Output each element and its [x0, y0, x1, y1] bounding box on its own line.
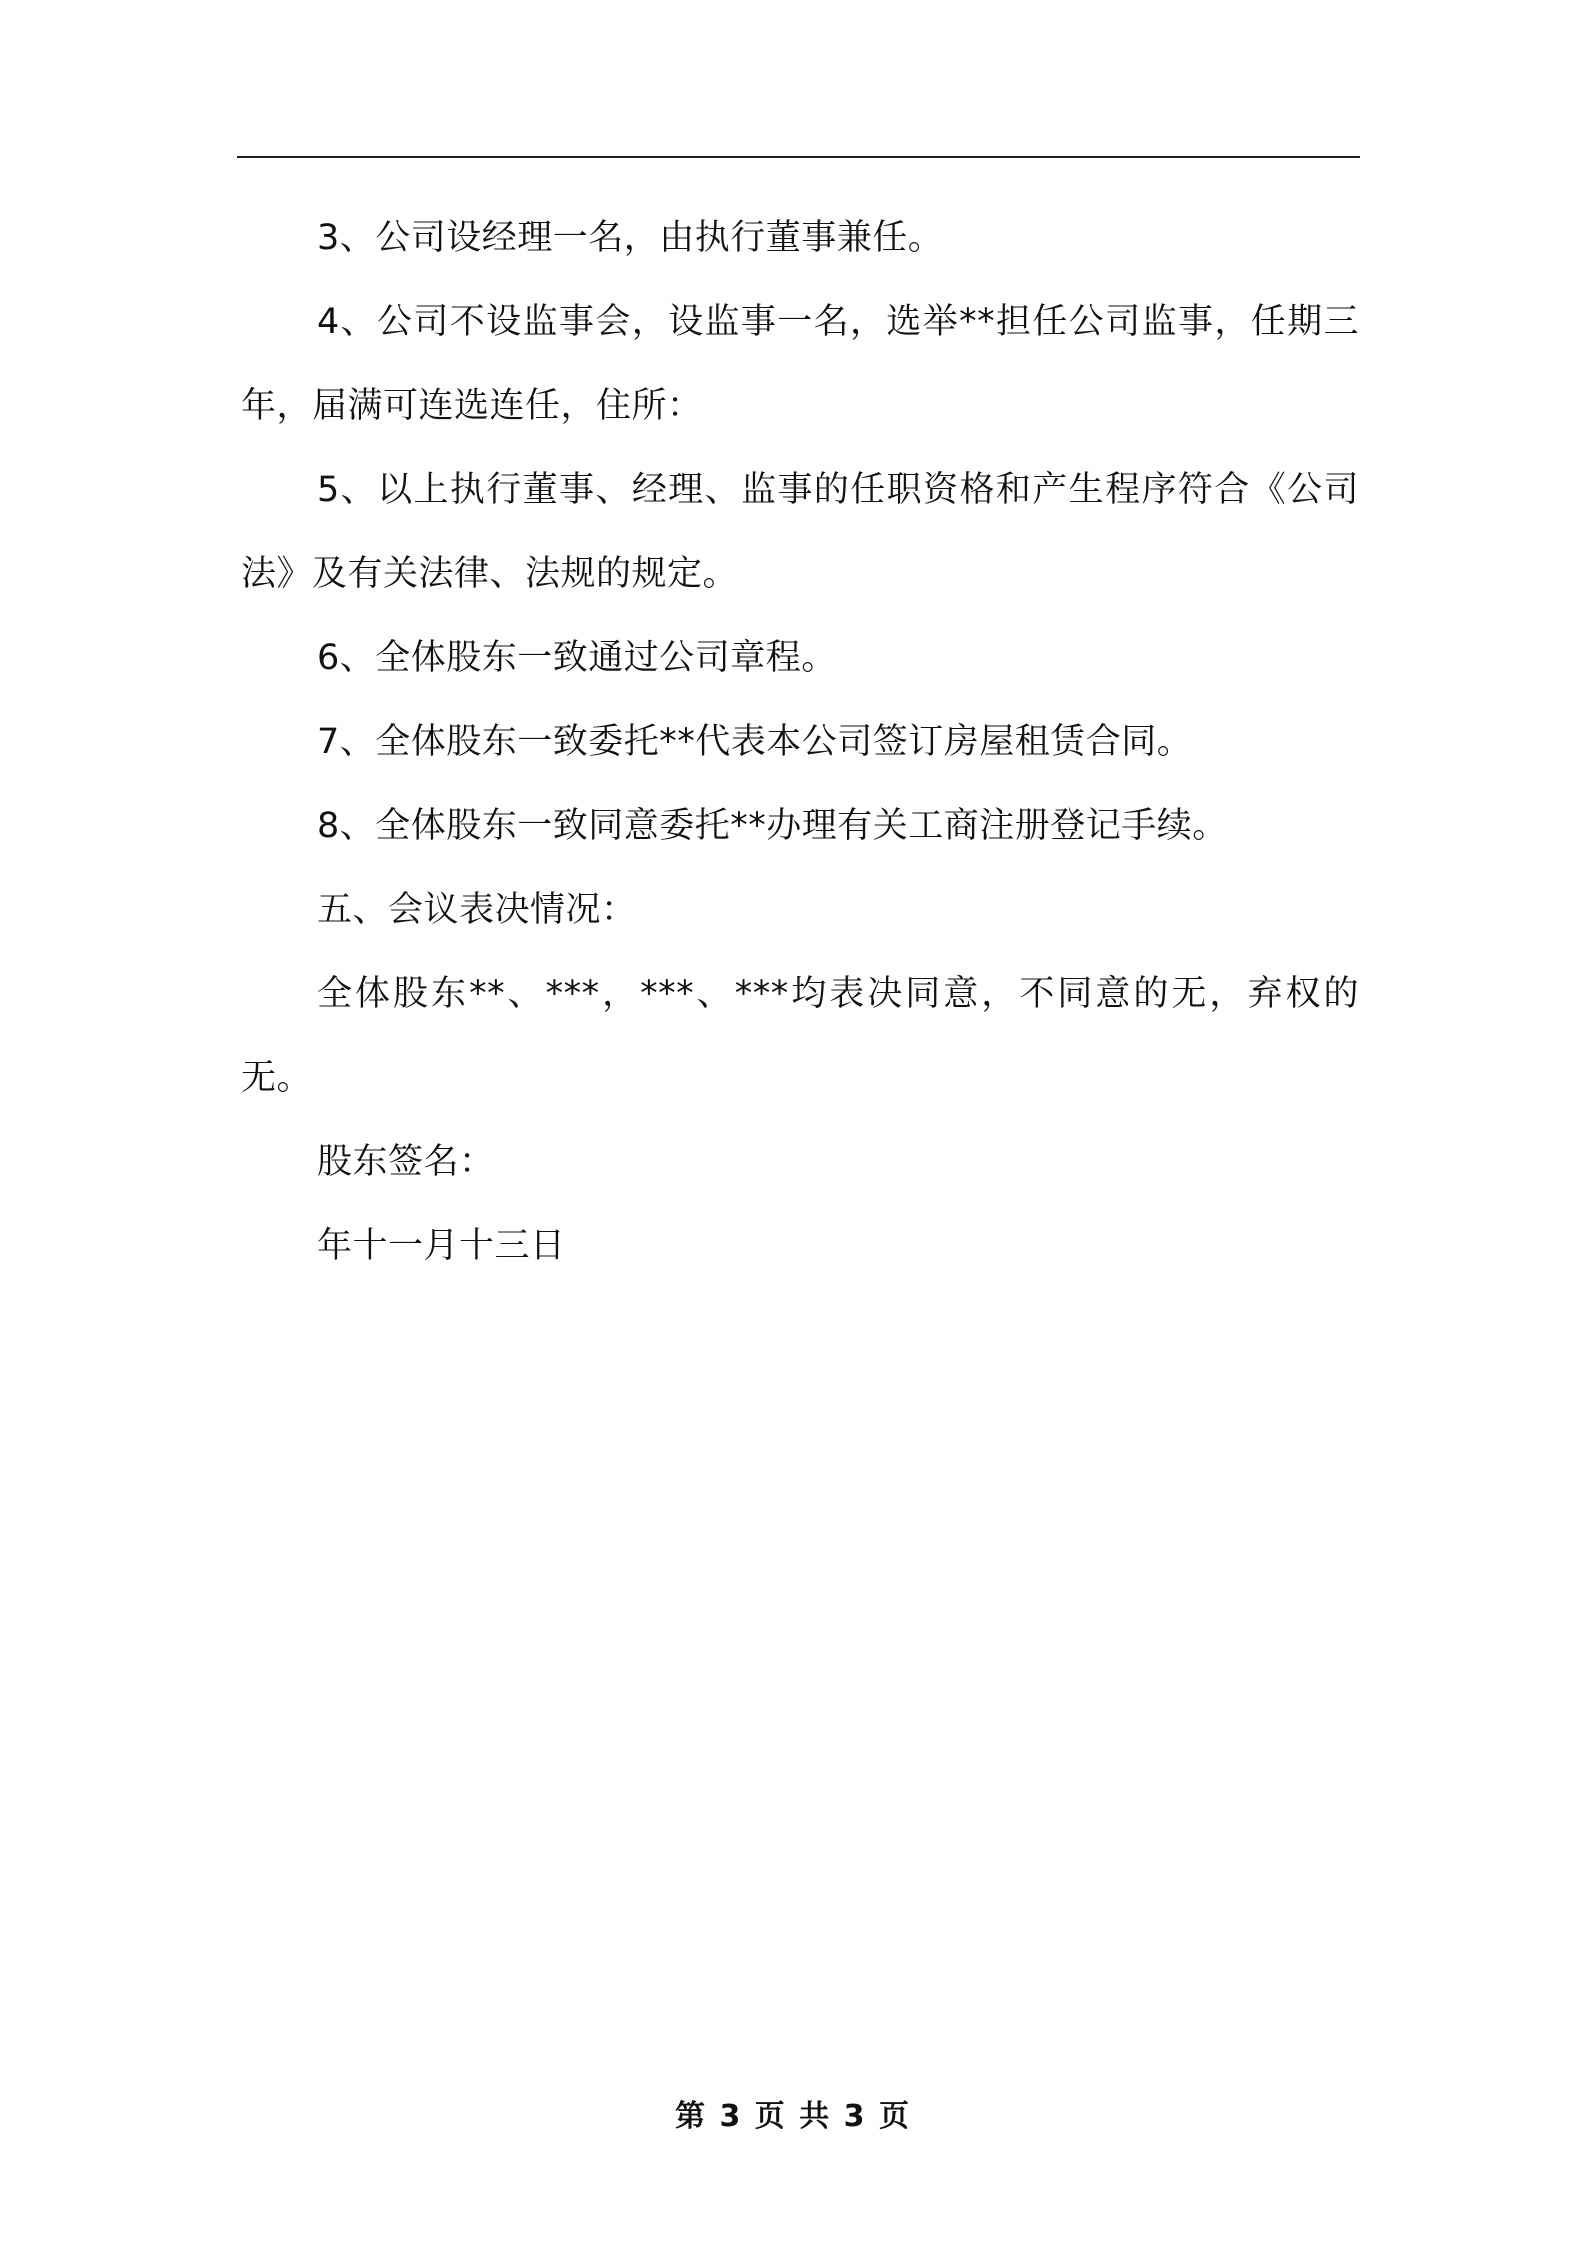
document-date: 年十一月十三日	[317, 1226, 566, 1266]
voting-result: 全体股东**、***，***、***均表决同意，不同意的无，弃权的无。	[241, 974, 1359, 1098]
paragraph-item-7: 7、全体股东一致委托**代表本公司签订房屋租赁合同。	[317, 722, 1193, 762]
paragraph-item-8: 8、全体股东一致同意委托**办理有关工商注册登记手续。	[317, 806, 1228, 846]
header-rule	[237, 156, 1360, 158]
shareholder-signature-label: 股东签名：	[317, 1142, 495, 1182]
paragraph-item-4: 4、公司不设监事会，设监事一名，选举**担任公司监事，任期三年，届满可连选连任，住所：	[241, 302, 1359, 426]
paragraph-item-3: 3、公司设经理一名，由执行董事兼任。	[317, 218, 944, 258]
paragraph-item-6: 6、全体股东一致通过公司章程。	[317, 638, 837, 678]
page-number: 第 3 页 共 3 页	[675, 2099, 911, 2134]
document-body	[241, 196, 1359, 1288]
paragraph-item-5: 5、以上执行董事、经理、监事的任职资格和产生程序符合《公司法》及有关法律、法规的规定。	[241, 470, 1359, 594]
section-heading-voting: 五、会议表决情况：	[317, 890, 637, 930]
